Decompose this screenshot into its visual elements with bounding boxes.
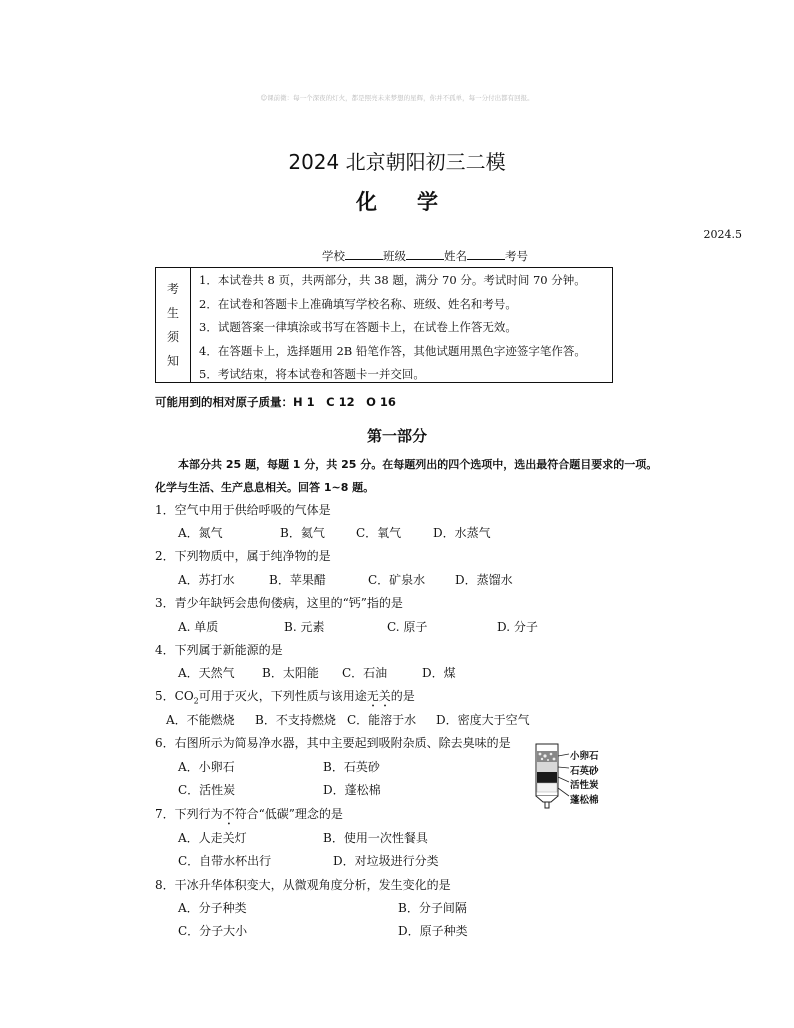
q6-option-c: C．活性炭 (178, 783, 236, 797)
q8-option-c: C．分子大小 (178, 924, 248, 938)
q2-option-d: D．蒸馏水 (455, 573, 513, 587)
q4-option-c: C．石油 (342, 666, 388, 680)
notice-item: 2．在试卷和答题卡上准确填写学校名称、班级、姓名和考号。 (199, 296, 517, 311)
filter-label: 蓬松棉 (570, 794, 599, 806)
q1-option-b: B．氦气 (280, 526, 325, 540)
exam-title: 2024 北京朝阳初三二模 (288, 150, 506, 174)
filter-labels (570, 750, 599, 808)
part-intro: 本部分共 25 题，每题 1 分，共 25 分。在每题列出的四个选项中，选出最符合题目要求的一项。 (178, 458, 658, 471)
filter-outlet (545, 802, 549, 808)
question-6-stem: 6．右图所示为简易净水器，其中主要起到吸附杂质、除去臭味的是 (155, 736, 511, 750)
field-name-blank (467, 249, 505, 260)
exam-date: 2024.5 (703, 228, 742, 241)
field-school-label: 学校 (322, 249, 345, 263)
cotton-layer (537, 783, 557, 792)
q6-option-d: D．蓬松棉 (323, 783, 381, 797)
field-class-label: 班级 (383, 249, 406, 263)
q7-option-c: C．自带水杯出行 (178, 854, 272, 868)
field-id-label: 考号 (505, 249, 528, 263)
sand-layer (537, 762, 557, 772)
section-intro: 化学与生活、生产息息相关。回答 1~8 题。 (155, 481, 375, 494)
notice-items (199, 269, 586, 387)
part-title: 第一部分 (366, 427, 427, 445)
pointer-line (558, 777, 569, 782)
pointer-line (558, 754, 569, 756)
filter-nozzle (536, 796, 558, 802)
carbon-layer (537, 772, 557, 783)
q3-option-d: D. 分子 (497, 620, 538, 634)
q1-option-c: C．氧气 (356, 526, 402, 540)
question-5-stem: 5．$CO_2$可用于灭火，下列性质与该用途无关的是 (155, 689, 415, 706)
q7-option-b: B．使用一次性餐具 (323, 831, 428, 845)
atomic-mass-line: 可能用到的相对原子质量：H 1 C 12 O 16 (155, 395, 396, 409)
subject-title: 化学 (356, 190, 478, 214)
notice-item: 3．试题答案一律填涂或书写在答题卡上，在试卷上作答无效。 (199, 320, 517, 334)
question-2-stem: 2．下列物质中，属于纯净物的是 (155, 549, 331, 563)
question-8-stem: 8．干冰升华体积变大，从微观角度分析，发生变化的是 (155, 878, 451, 892)
q8-option-d: D．原子种类 (398, 924, 468, 938)
q8-option-b: B．分子间隔 (398, 901, 467, 915)
field-school-blank (345, 249, 383, 260)
field-name-label: 姓名 (444, 249, 467, 263)
q2-option-c: C．矿泉水 (368, 573, 426, 587)
notice-item: 1．本试卷共 8 页，共两部分，共 38 题，满分 70 分。考试时间 70 分钟。 (199, 273, 586, 287)
field-class-blank (406, 249, 444, 260)
notice-item: 4．在答题卡上，选择题用 2B 铅笔作答，其他试题用黑色字迹签字笔作答。 (199, 343, 586, 358)
q5-option-a: A．不能燃烧 (166, 713, 235, 727)
q5-option-b: B．不支持燃烧 (255, 713, 336, 727)
q3-option-a: A. 单质 (178, 620, 219, 634)
q2-option-b: B．苹果醋 (269, 573, 326, 587)
q8-option-a: A．分子种类 (178, 901, 247, 915)
question-1-stem: 1．空气中用于供给呼吸的气体是 (155, 503, 331, 517)
question-7-stem: 7．下列行为不符合“低碳”理念的是 (155, 807, 343, 821)
q1-option-d: D．水蒸气 (433, 526, 491, 540)
notice-box (155, 267, 613, 383)
q3-option-b: B. 元素 (284, 620, 325, 634)
notice-label: 考 生 须 知 (156, 268, 191, 382)
pointer-line (558, 788, 569, 796)
student-info-line (322, 248, 528, 264)
watermark-text: ☺课前微：每一个深夜的灯火，都是照亮未来梦想的星辉，你并不孤单，每一分付出都有回报。 (260, 94, 534, 102)
q5-option-d: D．密度大于空气 (436, 713, 530, 727)
q6-option-b: B．石英砂 (323, 760, 380, 774)
filter-label: 小卵石 (570, 751, 599, 762)
q2-option-a: A．苏打水 (178, 573, 235, 587)
filter-label: 活性炭 (570, 780, 599, 791)
q7-option-d: D．对垃圾进行分类 (333, 854, 439, 868)
q1-option-a: A．氮气 (178, 526, 223, 540)
q4-option-d: D．煤 (422, 666, 456, 680)
q6-option-a: A．小卵石 (178, 760, 235, 774)
q7-option-a: A．人走关灯 (178, 831, 247, 845)
question-3-stem: 3．青少年缺钙会患佝偻病，这里的“钙”指的是 (155, 596, 403, 610)
notice-item: 5．考试结束，将本试卷和答题卡一并交回。 (199, 367, 425, 381)
q3-option-c: C. 原子 (387, 620, 428, 634)
q5-option-c: C．能溶于水 (347, 713, 417, 727)
q4-option-b: B．太阳能 (262, 666, 319, 680)
filter-label: 石英砂 (570, 765, 599, 777)
question-4-stem: 4．下列属于新能源的是 (155, 643, 283, 657)
q4-option-a: A．天然气 (178, 666, 235, 680)
pointer-line (558, 767, 569, 768)
